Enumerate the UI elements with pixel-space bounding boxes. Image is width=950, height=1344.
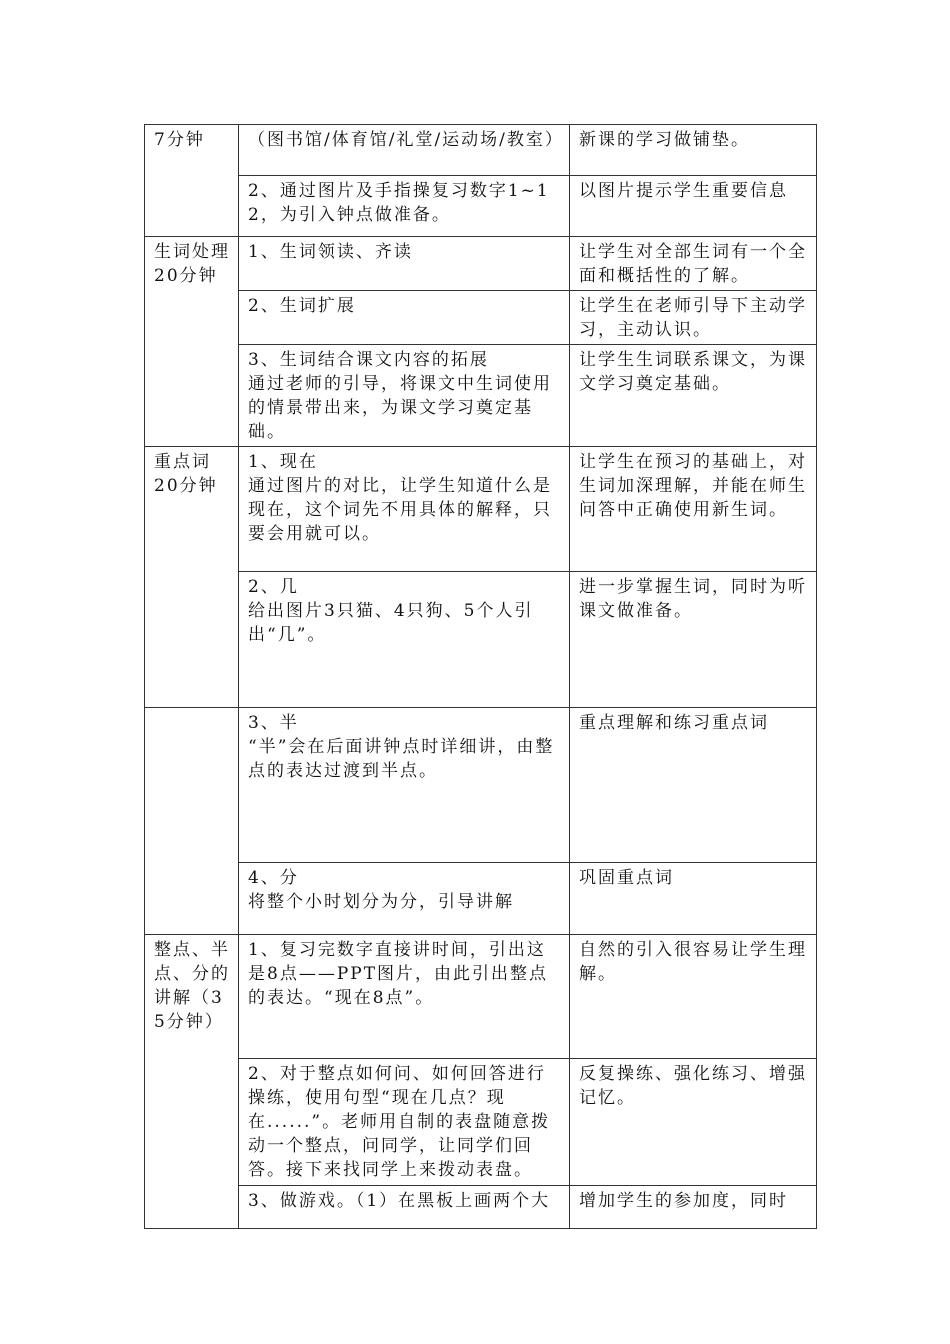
table-row [145,1186,817,1229]
stage-text: 20分钟 [154,476,218,496]
purpose-cell [570,708,817,863]
purpose-text: 以图片提示学生重要信息 [579,181,788,201]
activity-cell [239,291,570,345]
stage-text: 重点词 [154,452,211,472]
purpose-cell [570,291,817,345]
purpose-cell [570,572,817,708]
activity-cell [239,237,570,291]
activity-cell [239,125,570,176]
stage-cell [145,935,239,1229]
activity-text: 2、对于整点如何问、如何回答进行操练，使用句型“现在几点？现在......”。老师用自制的表盘随意拨动一个整点，问同学，让同学们回答。接下来找同学上来拨动表盘。 [248,1064,551,1180]
stage-cell [145,708,239,935]
activity-text: 通过图片的对比，让学生知道什么是现在，这个词先不用具体的解释，只要会用就可以。 [248,476,552,544]
activity-cell [239,176,570,237]
activity-text: 给出图片3只猫、4只狗、5个人引出“几”。 [248,601,534,645]
table-row [145,125,817,176]
purpose-text: 反复操练、强化练习、增强记忆。 [579,1064,807,1108]
stage-cell [145,447,239,708]
purpose-text: 自然的引入很容易让学生理解。 [579,940,807,984]
table-row [145,237,817,291]
activity-cell [239,345,570,447]
purpose-cell [570,176,817,237]
activity-text: 1、生词领读、齐读 [248,242,413,262]
purpose-cell [570,935,817,1059]
purpose-cell [570,1186,817,1229]
stage-text: 整点、半点、分的讲解（35分钟） [154,940,230,1032]
table-row [145,176,817,237]
activity-cell [239,447,570,572]
table-row [145,291,817,345]
stage-cell [145,125,239,237]
stage-text: 20分钟 [154,266,218,286]
activity-text: 4、分 [248,868,299,888]
purpose-cell [570,237,817,291]
purpose-text: 巩固重点词 [579,868,674,888]
activity-text: （图书馆/体育馆/礼堂/运动场/教室） [248,130,564,150]
activity-cell [239,708,570,863]
activity-text: 3、半 [248,713,299,733]
stage-text: 7分钟 [154,130,205,150]
purpose-text: 进一步掌握生词，同时为听课文做准备。 [579,577,807,621]
purpose-cell [570,125,817,176]
table-row [145,1059,817,1186]
activity-cell [239,1186,570,1229]
purpose-text: 让学生对全部生词有一个全面和概括性的了解。 [579,242,807,286]
activity-cell [239,1059,570,1186]
purpose-cell [570,345,817,447]
activity-text: 3、生词结合课文内容的拓展 [248,350,489,370]
stage-text: 生词处理 [154,242,230,262]
activity-cell [239,572,570,708]
activity-text: 1、复习完数字直接讲时间，引出这是8点——PPT图片，由此引出整点的表达。“现在8点”。 [248,940,549,1008]
table-row [145,447,817,572]
purpose-text: 让学生在预习的基础上，对生词加深理解，并能在师生问答中正确使用新生词。 [579,452,807,520]
activity-text: 通过老师的引导，将课文中生词使用的情景带出来，为课文学习奠定基础。 [248,374,552,442]
activity-text: 3、做游戏。（1）在黑板上画两个大 [248,1191,551,1211]
purpose-text: 让学生在老师引导下主动学习，主动认识。 [579,296,807,340]
activity-text: 将整个小时划分为分，引导讲解 [248,892,514,912]
purpose-text: 增加学生的参加度，同时 [579,1191,788,1211]
purpose-text: 新课的学习做铺垫。 [579,130,750,150]
stage-cell [145,237,239,447]
table-row [145,345,817,447]
activity-text: “半”会在后面讲钟点时详细讲，由整点的表达过渡到半点。 [248,737,555,781]
purpose-cell [570,447,817,572]
purpose-cell [570,863,817,935]
activity-text: 2、生词扩展 [248,296,356,316]
purpose-text: 让学生生词联系课文，为课文学习奠定基础。 [579,350,807,394]
activity-text: 1、现在 [248,452,318,472]
purpose-cell [570,1059,817,1186]
table-row [145,863,817,935]
table-row [145,708,817,863]
activity-cell [239,935,570,1059]
lesson-plan-table [144,124,817,1229]
activity-cell [239,863,570,935]
table-row [145,935,817,1059]
purpose-text: 重点理解和练习重点词 [579,713,769,733]
activity-text: 2、几 [248,577,299,597]
table-row [145,572,817,708]
activity-text: 2、通过图片及手指操复习数字1~12，为引入钟点做准备。 [248,181,550,225]
